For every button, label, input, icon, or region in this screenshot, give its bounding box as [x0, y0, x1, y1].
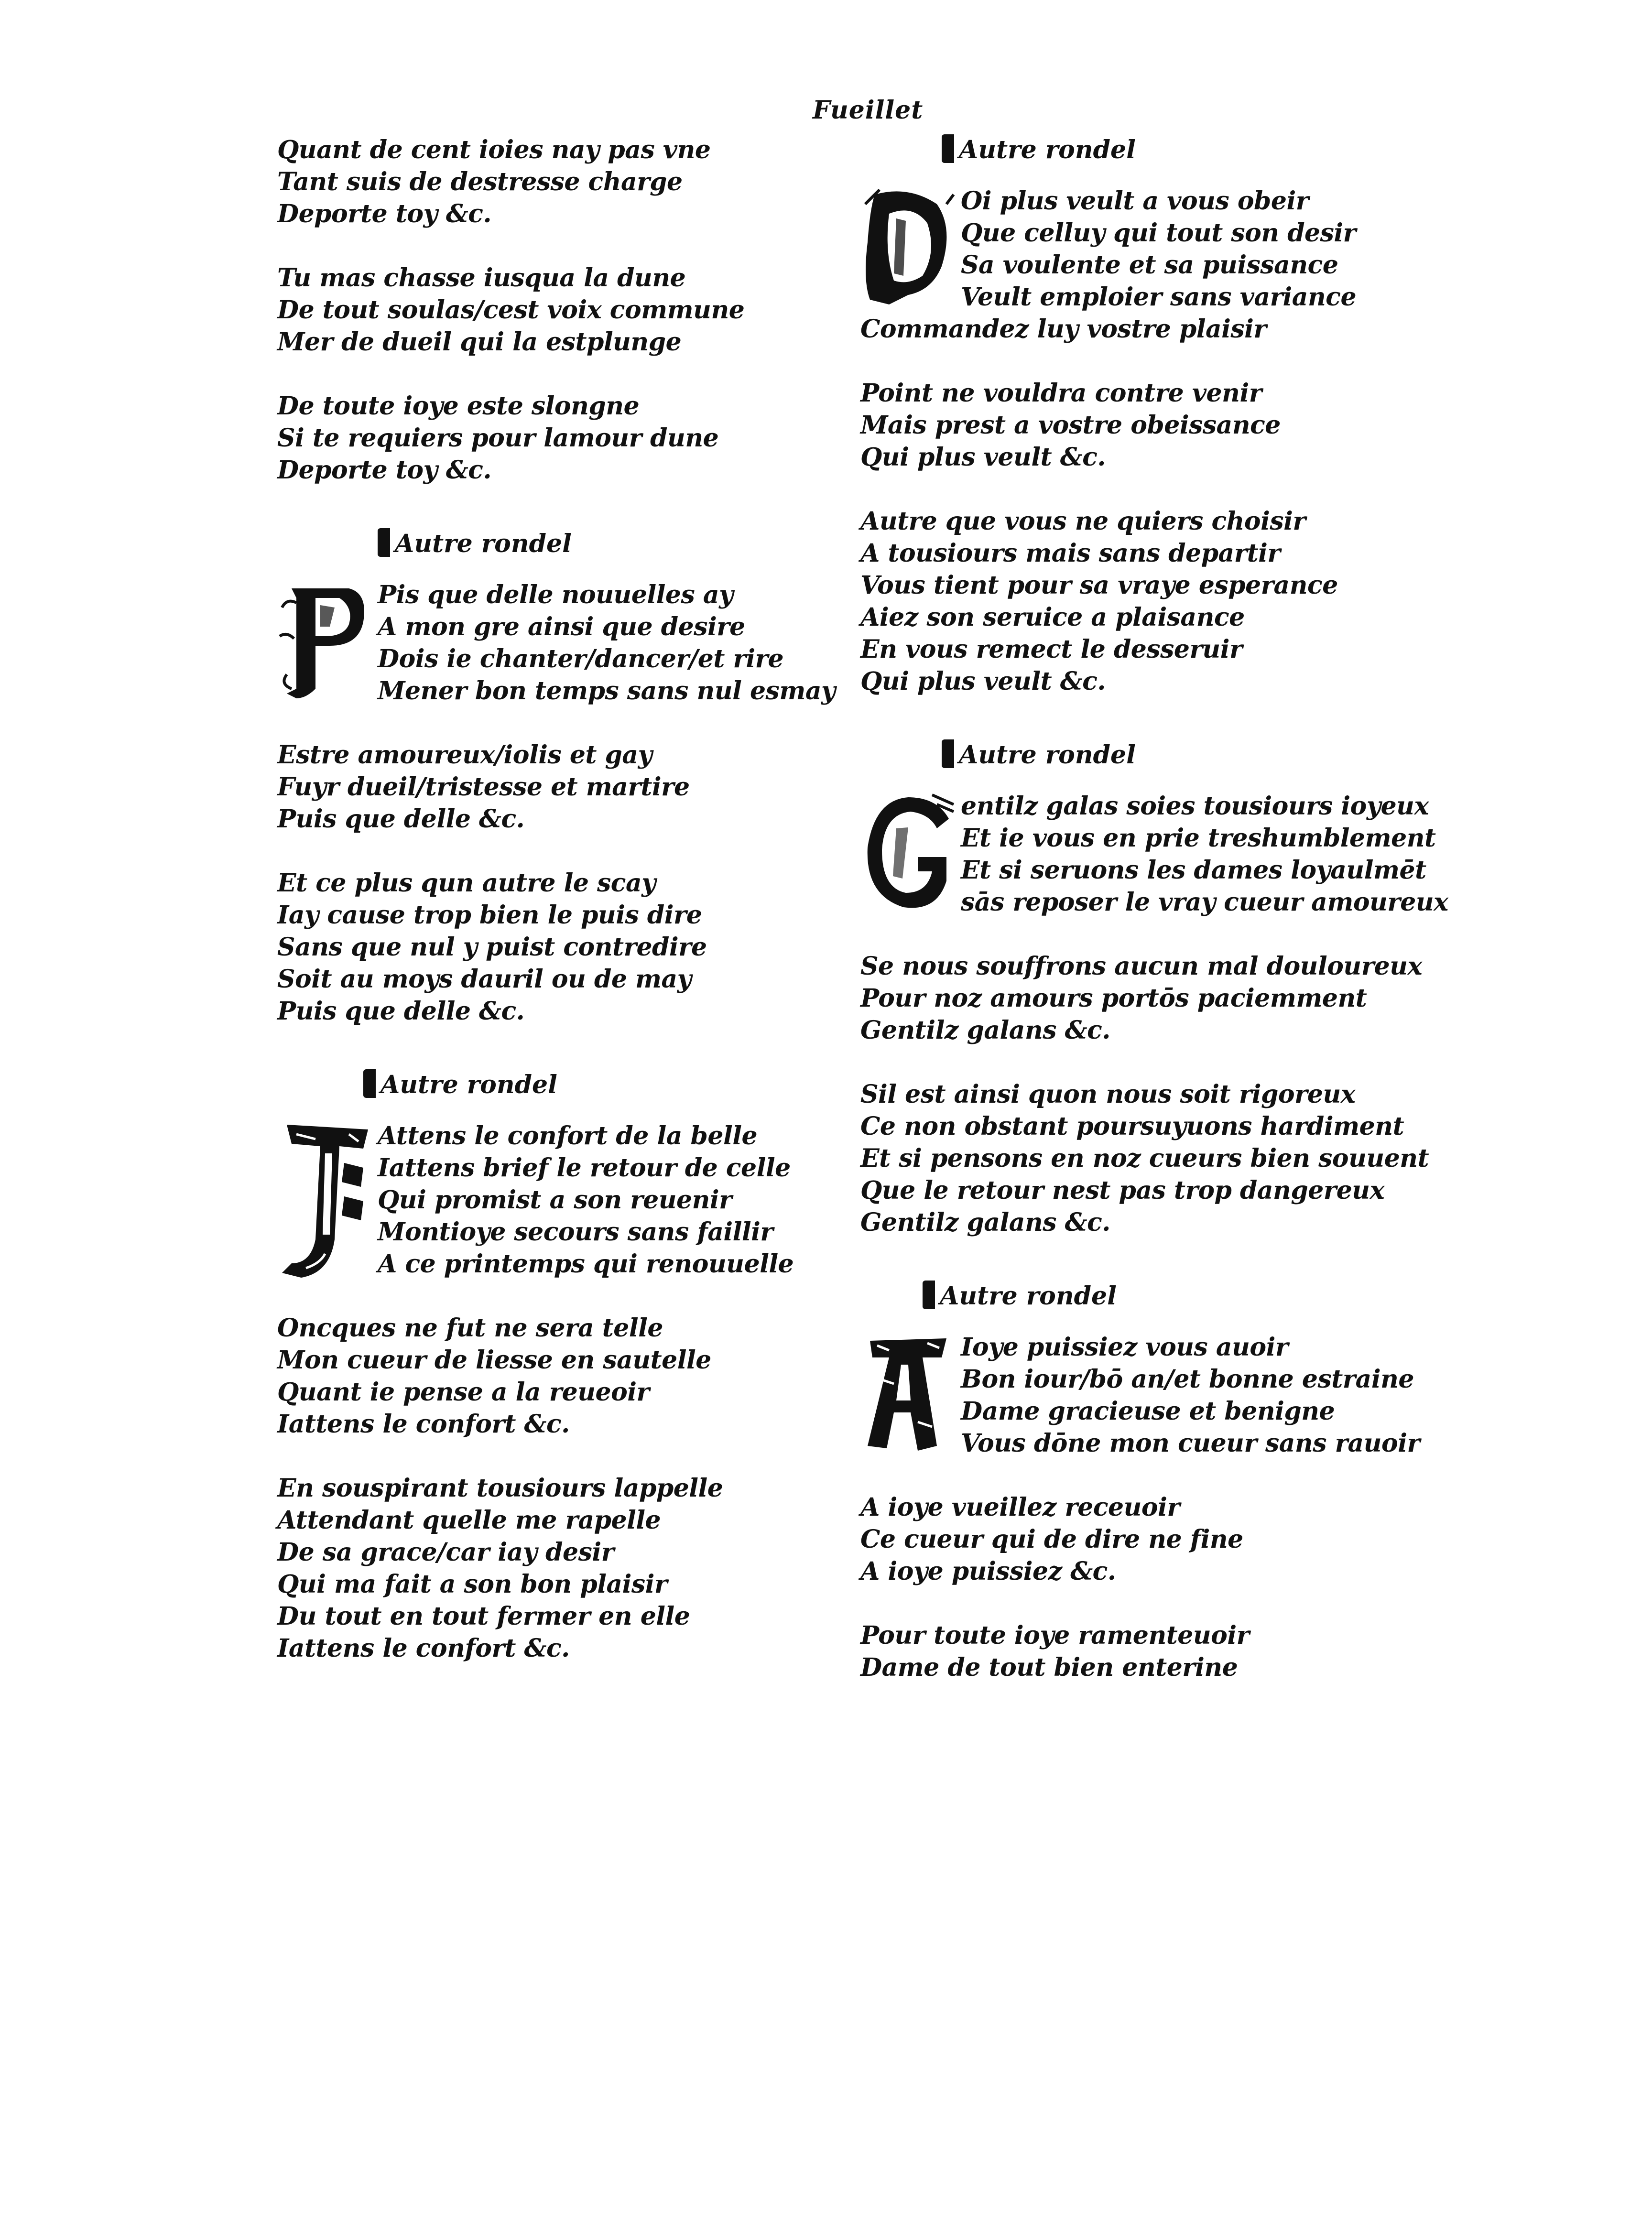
verse-line: En souspirant tousiours lappelle	[277, 1474, 723, 1503]
verse-line: Autre que vous ne quiers choisir	[860, 507, 1306, 536]
verse-line: Pour toute ioye ramenteuoir	[860, 1621, 1250, 1650]
verse-line: Tu mas chasse iusqua la dune	[277, 263, 686, 293]
stanza-gap	[860, 1587, 1444, 1619]
verse-line: Attens le confort de la belle	[378, 1121, 758, 1151]
verse-line: Et ie vous en prie treshumblement	[961, 824, 1436, 853]
verse-line: Oncques ne fut ne sera telle	[277, 1313, 663, 1343]
verse-line: Sil est ainsi quon nous soit rigoreux	[860, 1080, 1356, 1109]
rondel-heading: Autre rondel	[860, 134, 1444, 166]
stanza-gap	[277, 230, 860, 262]
verse-line: Qui ma fait a son bon plaisir	[277, 1570, 667, 1599]
verse-line: Et ce plus qun autre le scay	[277, 868, 656, 898]
verse-line: Pour noz amours portōs paciemment	[860, 984, 1367, 1013]
verse-line: sās reposer le vray cueur amoureux	[961, 888, 1448, 917]
verse-line: Sa voulente et sa puissance	[961, 250, 1338, 280]
verse-line: entilz galas soies tousiours ioyeux	[961, 792, 1429, 821]
stanza-gap	[277, 358, 860, 390]
verse-line: Qui plus veult &c.	[860, 667, 1106, 696]
left-top-stanzas	[277, 134, 860, 486]
verse-line: Et si seruons les dames loyaulmēt	[961, 856, 1426, 885]
verse-line: Qui plus veult &c.	[860, 443, 1106, 472]
rondel-heading: Autre rondel	[860, 1280, 1444, 1312]
verse-line: Vous dōne mon cueur sans rauoir	[961, 1429, 1420, 1458]
verse-line: A mon gre ainsi que desire	[378, 612, 745, 641]
rondel-initial-block	[860, 1331, 1444, 1459]
stanza-gap	[277, 707, 860, 739]
verse-line: A ce printemps qui renouuelle	[378, 1249, 794, 1279]
stanza-gap	[860, 1046, 1444, 1078]
verse-line: Mais prest a vostre obeissance	[860, 411, 1281, 440]
verse-line: Oi plus veult a vous obeir	[961, 186, 1309, 216]
verse-line: Se nous souffrons aucun mal douloureux	[860, 952, 1423, 981]
pilcrow-icon	[363, 1069, 376, 1098]
verse-line: Gentilz galans &c.	[860, 1016, 1110, 1045]
rondel-initial-block	[277, 579, 860, 707]
initial-p-icon	[277, 579, 373, 703]
stanza-gap	[860, 473, 1444, 505]
verse-line: Soit au moys dauril ou de may	[277, 965, 692, 994]
verse-line: Estre amoureux/iolis et gay	[277, 740, 652, 770]
initial-i-icon	[277, 1120, 373, 1282]
verse-line: De toute ioye este slongne	[277, 391, 640, 421]
verse-line: Puis que delle &c.	[277, 804, 525, 834]
verse-line: Puis que delle &c.	[277, 997, 525, 1026]
initial-g-icon	[860, 790, 956, 914]
verse-line: Iay cause trop bien le puis dire	[277, 901, 702, 930]
verse-line: Iattens brief le retour de celle	[378, 1153, 791, 1183]
stanza-gap	[860, 1238, 1444, 1270]
verse-line: De sa grace/car iay desir	[277, 1538, 614, 1567]
verse-line: Gentilz galans &c.	[860, 1208, 1110, 1237]
verse-line: Ioye puissiez vous auoir	[961, 1333, 1288, 1362]
verse-line: A tousiours mais sans departir	[860, 539, 1281, 568]
rondel-initial-block	[277, 1120, 860, 1280]
verse-line: Que le retour nest pas trop dangereux	[860, 1176, 1385, 1205]
verse-line: Dame de tout bien enterine	[860, 1653, 1238, 1682]
verse-line: Ce non obstant poursuyuons hardiment	[860, 1112, 1404, 1141]
stanza-gap	[860, 697, 1444, 729]
verse-line: Deporte toy &c.	[277, 456, 492, 485]
verse-line: Iattens le confort &c.	[277, 1634, 570, 1663]
verse-line: Mener bon temps sans nul esmay	[378, 676, 836, 706]
verse-line: Attendant quelle me rapelle	[277, 1506, 661, 1535]
stanza-gap	[277, 1280, 860, 1312]
pilcrow-icon	[942, 134, 954, 163]
verse-line: Deporte toy &c.	[277, 199, 492, 228]
right-column	[860, 134, 1448, 1683]
rondel-initial-block	[860, 790, 1448, 918]
pilcrow-icon	[923, 1281, 935, 1309]
verse-line: Mon cueur de liesse en sautelle	[277, 1346, 711, 1375]
rondel-heading: Autre rondel	[277, 528, 860, 560]
verse-line: Veult emploier sans variance	[961, 282, 1357, 312]
verse-line: Vous tient pour sa vraye esperance	[860, 571, 1338, 600]
verse-line: Fuyr dueil/tristesse et martire	[277, 772, 690, 802]
verse-line: Mer de dueil qui la estplunge	[277, 327, 682, 357]
rondel-heading: Autre rondel	[277, 1069, 860, 1101]
verse-line: Pis que delle nouuelles ay	[378, 580, 733, 609]
verse-line: En vous remect le desseruir	[860, 635, 1242, 664]
verse-line: Dame gracieuse et benigne	[961, 1397, 1335, 1426]
verse-line: Commandez luy vostre plaisir	[860, 315, 1267, 344]
stanza-gap	[277, 486, 860, 518]
pilcrow-icon	[942, 739, 954, 768]
stanza-gap	[860, 1459, 1444, 1491]
verse-line: Qui promist a son reuenir	[378, 1185, 732, 1215]
stanza-gap	[860, 918, 1444, 950]
verse-line: Quant de cent ioies nay pas vne	[277, 135, 711, 164]
rondel-initial-block	[860, 185, 1444, 345]
stanza-gap	[277, 1440, 860, 1472]
verse-line: Montioye secours sans faillir	[378, 1217, 773, 1247]
rondel-heading: Autre rondel	[860, 739, 1444, 771]
verse-line: Sans que nul y puist contredire	[277, 933, 707, 962]
pilcrow-icon	[378, 528, 390, 557]
verse-line: Point ne vouldra contre venir	[860, 379, 1262, 408]
verse-line: Si te requiers pour lamour dune	[277, 423, 719, 453]
verse-line: Et si pensons en noz cueurs bien souuent	[860, 1144, 1429, 1173]
verse-line: De tout soulas/cest voix commune	[277, 295, 745, 325]
verse-line: Dois ie chanter/dancer/et rire	[378, 644, 784, 673]
verse-line: Iattens le confort &c.	[277, 1410, 570, 1439]
verse-line: Du tout en tout fermer en elle	[277, 1602, 690, 1631]
stanza-gap	[277, 835, 860, 867]
verse-line: Aiez son seruice a plaisance	[860, 603, 1245, 632]
verse-line: Ce cueur qui de dire ne fine	[860, 1525, 1243, 1554]
initial-a-icon	[860, 1331, 956, 1455]
initial-q-icon	[860, 185, 956, 309]
verse-line: Que celluy qui tout son desir	[961, 218, 1356, 248]
left-column	[277, 134, 860, 1664]
verse-line: A ioye vueillez receuoir	[860, 1493, 1180, 1522]
verse-line: Bon iour/bō an/et bonne estraine	[961, 1365, 1414, 1394]
verse-line: Quant ie pense a la reueoir	[277, 1378, 650, 1407]
folio-header: Fueillet	[813, 96, 924, 125]
stanza-gap	[277, 1027, 860, 1059]
verse-line: Tant suis de destresse charge	[277, 167, 683, 196]
verse-line: A ioye puissiez &c.	[860, 1557, 1116, 1586]
stanza-gap	[860, 345, 1444, 377]
